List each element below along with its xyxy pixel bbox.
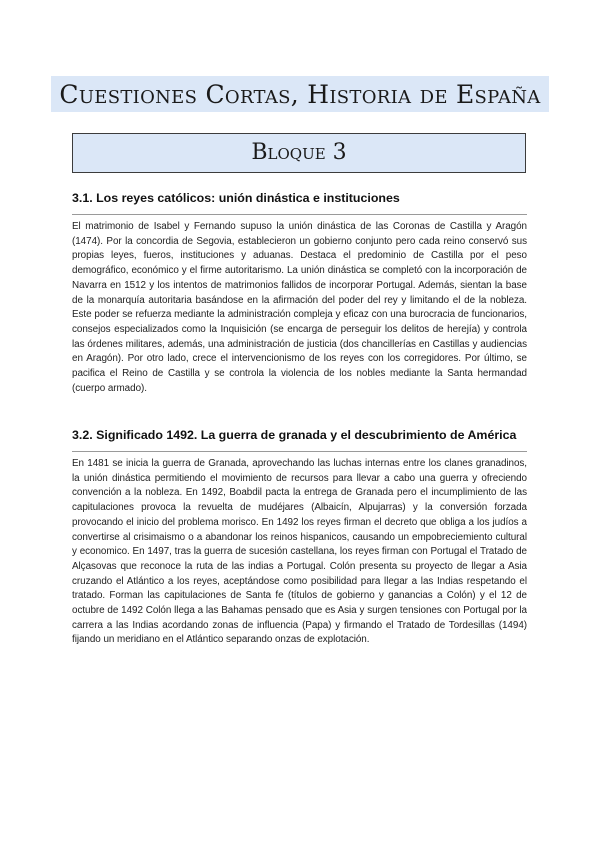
section-body: El matrimonio de Isabel y Fernando supuso la unión dinástica de las Coronas de Castilla y Aragón (1474). Por la concordia de Segovia, establecieron un gobierno conjunto pero cada reino conservó sus propias leyes, fueros, instituciones y aduanas. Destaca el predominio de Castilla por el peso demográfico, económico y el firme autoritarismo. La unión dinástica se completó con la incorporación de Navarra en 1512 y los intentos de matrimonios fallidos de incorporar Portugal. Además, sientan la base de la monarquía autoritaria basándose en la afirmación del poder del rey y limitando el de la nobleza. Este poder se refuerza mediante la administración compleja y eficaz con una burocracia de funcionarios, consejos especializados como la Inquisición (se encarga de perseguir los delitos de herejía) y controla las órdenes militares, además, una administración de justicia (dos chancillerías en Castillas y audiencias en Aragón). Por otro lado, crece el intervencionismo de los reyes con los corregidores. Por último, se pacifica el Reino de Castilla y se controla la violencia de los nobles mediante la Santa hermandad (cuerpo armado). bbox=[72, 221, 527, 394]
block-label: Bloque 3 bbox=[251, 140, 347, 165]
block-header bbox=[72, 133, 526, 173]
section-divider bbox=[72, 451, 527, 452]
title-container bbox=[0, 76, 600, 112]
section-heading: 3.2. Significado 1492. La guerra de granada y el descubrimiento de América bbox=[72, 428, 517, 442]
section-body: En 1481 se inicia la guerra de Granada, aprovechando las luchas internas entre los clanes granadinos, la unión dinástica permitiendo el movimiento de recursos para llevar a cabo una guerra y ofreciendo convención a la nobleza. En 1492, Boabdil pacta la entrega de Granada pero el incumplimiento de las capitulaciones provoca la revuelta de mudéjares (Albaicín, Alpujarras) y la conversión forzada provocando el inicio del problema morisco. En 1492 los reyes firman el decreto que obliga a los judíos a convertirse al crisimaismo o a abandonar los reinos hispanicos, causando un empobreciemiento cultural y economico. En 1497, tras la guerra de sucesión castellana, los reyes firman con Portugal el Tratado de Alçasovas que reconoce la ruta de las indias a Portugal. Colón presenta su proyecto de llegar a Asia cruzando el Atlántico a los reyes, aceptándose como posibilidad para llegar a las Indias respetando el tratado. Forman las capitulaciones de Santa fe (títulos de gobierno y ganancias a Colón) y el 12 de octubre de 1492 Colón llega a las Bahamas pensado que es Asia y surgen tensiones con Portugal por la carrera a las Indias acordando zonas de influencia (Papa) y firmando el Tratado de Tordesillas (1494) fijando un meridiano en el Atlántico separando onzas de explotación. bbox=[72, 458, 527, 646]
document-title: Cuestiones Cortas, Historia de España bbox=[51, 76, 548, 112]
section-heading: 3.1. Los reyes católicos: unión dinástica e instituciones bbox=[72, 191, 400, 205]
section-3-2 bbox=[72, 427, 527, 648]
section-3-1 bbox=[72, 190, 527, 396]
section-divider bbox=[72, 214, 527, 215]
